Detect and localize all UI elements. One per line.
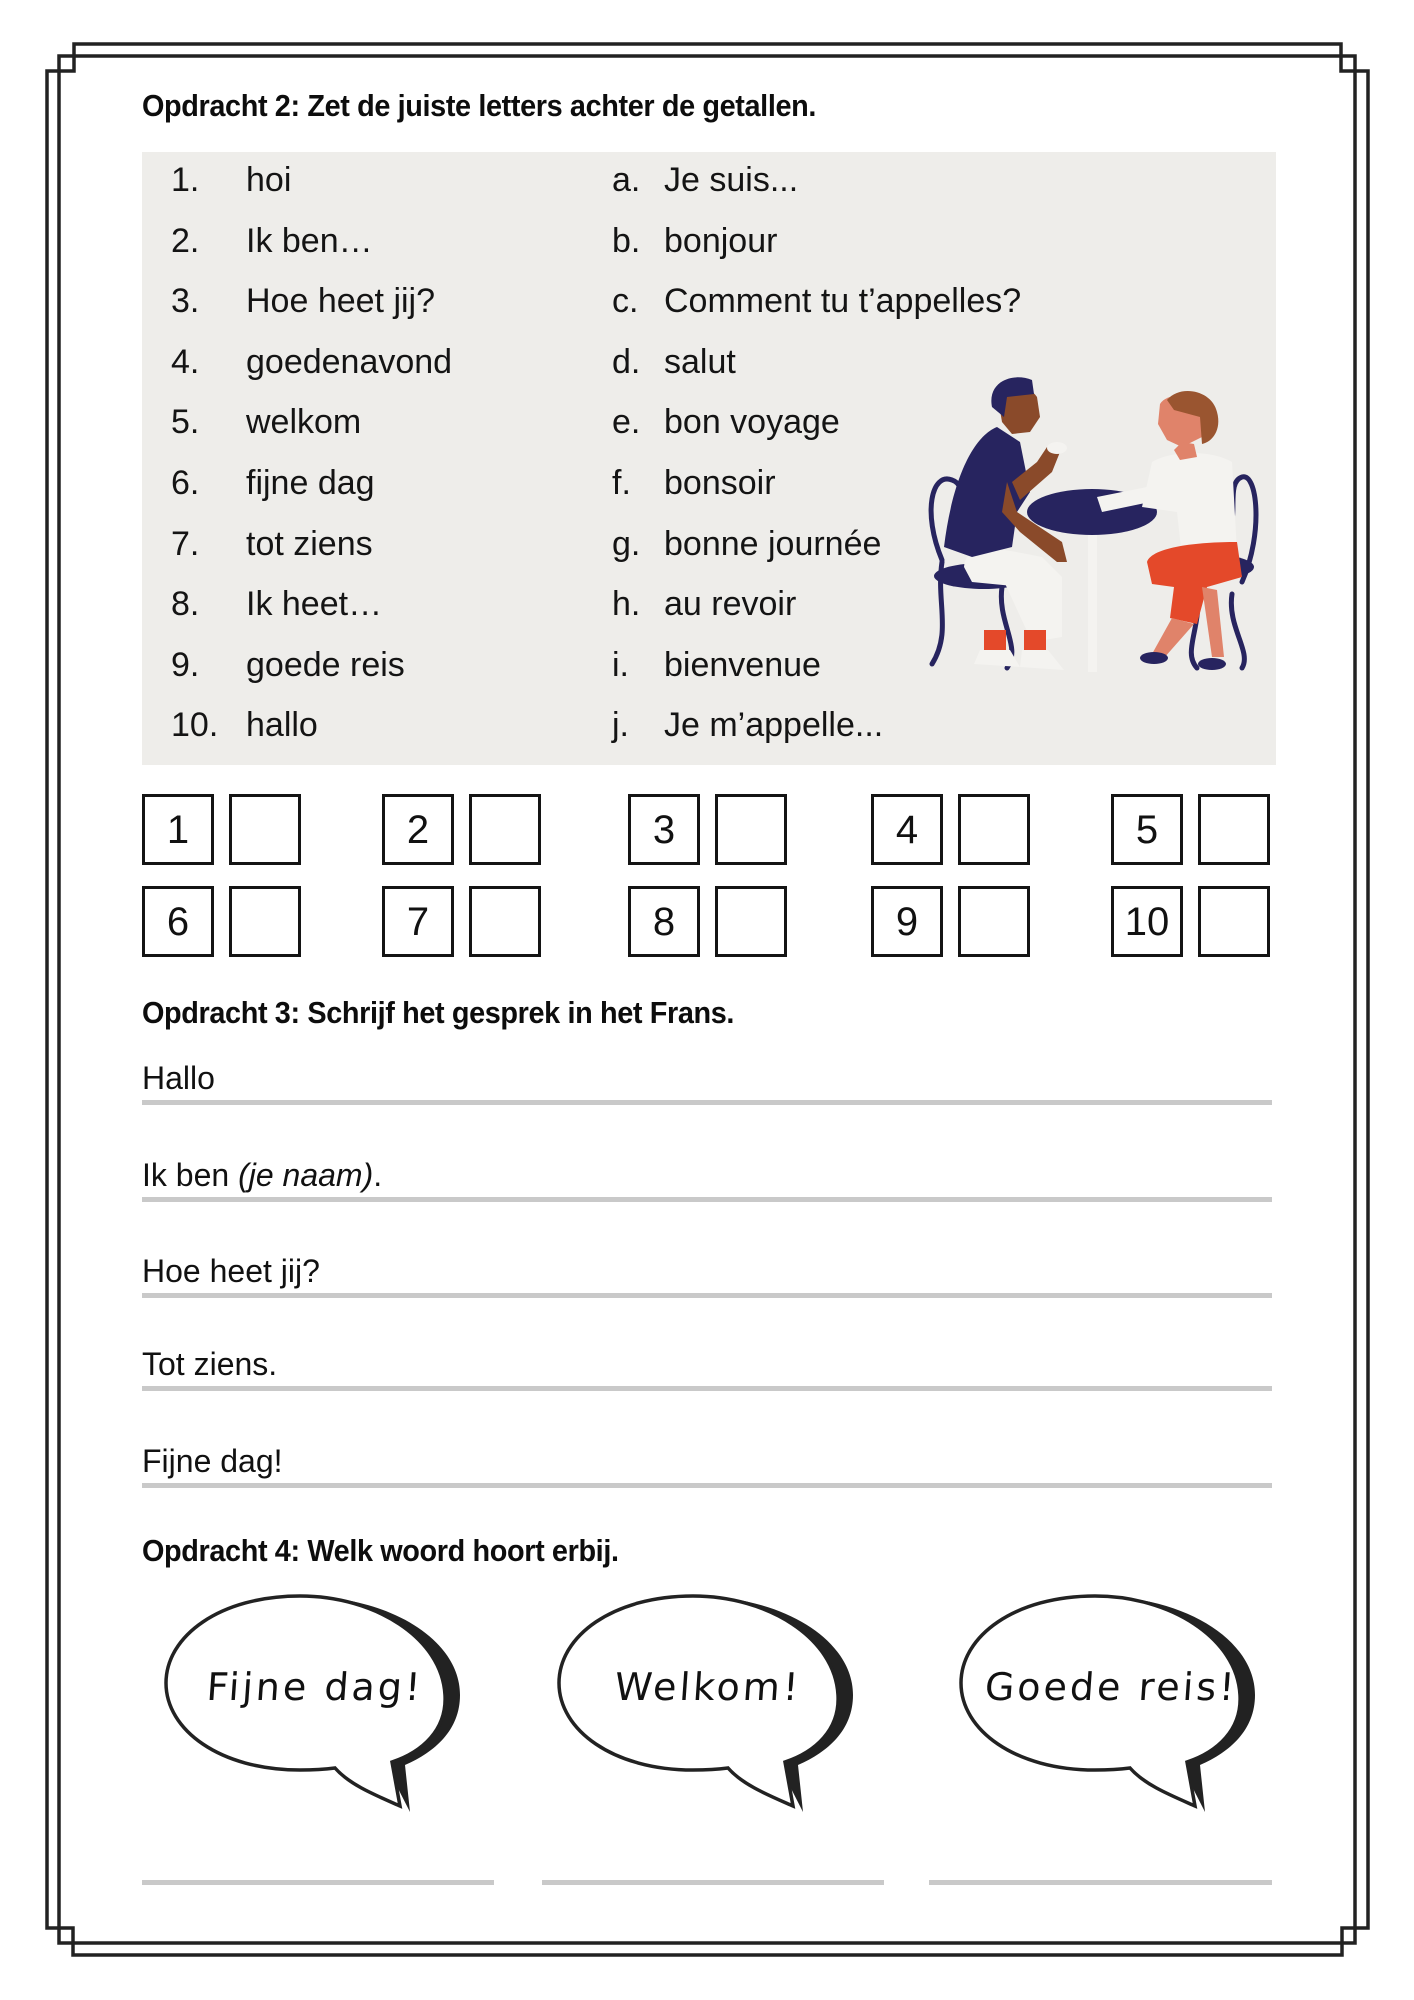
prompt-text: Fijne dag!	[142, 1443, 283, 1479]
dutch-term: fijne dag	[246, 464, 375, 502]
item-letter: a.	[612, 161, 641, 199]
item-letter: c.	[612, 282, 639, 321]
french-term: bon voyage	[664, 403, 840, 442]
item-letter: i.	[612, 645, 629, 684]
item-number: 10.	[171, 706, 219, 745]
dutch-term: Ik ben…	[246, 221, 373, 260]
french-term: bienvenue	[664, 645, 821, 684]
bubble-text: Goede reis!	[983, 1665, 1239, 1709]
item-letter: b.	[612, 221, 641, 260]
answer-number-box: 7	[382, 886, 454, 957]
conversation-prompt	[142, 1253, 320, 1290]
prompt-text: Ik ben	[142, 1157, 239, 1193]
conversation-prompt	[142, 1443, 283, 1480]
conversation-prompt	[142, 1346, 277, 1383]
writing-line[interactable]	[142, 1197, 1272, 1202]
item-number: 6.	[171, 464, 200, 502]
french-term: bonne journée	[664, 524, 882, 563]
item-number: 4.	[171, 342, 200, 381]
answer-number-box: 2	[382, 794, 454, 865]
item-number: 9.	[171, 645, 200, 684]
dutch-term: hallo	[246, 706, 318, 745]
answer-letter-input[interactable]	[715, 886, 787, 957]
writing-line[interactable]	[142, 1100, 1272, 1105]
bubble-answer-line[interactable]	[929, 1880, 1272, 1885]
dutch-term: hoi	[246, 161, 292, 199]
table-leg	[1088, 527, 1097, 672]
french-term: salut	[664, 342, 736, 381]
item-letter: h.	[612, 585, 641, 624]
prompt-text: Tot ziens.	[142, 1346, 278, 1382]
answer-letter-input[interactable]	[715, 794, 787, 865]
bubble-answer-line[interactable]	[542, 1880, 884, 1885]
answer-number-box: 9	[871, 886, 943, 957]
french-item	[0, 281, 1100, 321]
dutch-term: goede reis	[246, 645, 405, 684]
french-term: Je suis...	[664, 161, 799, 199]
conversation-prompt	[142, 1157, 382, 1194]
item-number: 1.	[171, 161, 200, 199]
answer-letter-input[interactable]	[1198, 886, 1270, 957]
prompt-text: Hoe heet jij?	[142, 1253, 320, 1289]
prompt-placeholder: (je naam)	[238, 1157, 374, 1193]
item-letter: e.	[612, 403, 641, 442]
french-term: Comment tu t’appelles?	[664, 282, 1022, 321]
answer-number-box: 6	[142, 886, 214, 957]
exercise-4-heading: Opdracht 4: Welk woord hoort erbij.	[142, 1533, 619, 1568]
answer-number-box: 10	[1111, 886, 1183, 957]
writing-line[interactable]	[142, 1386, 1272, 1391]
answer-letter-input[interactable]	[958, 886, 1030, 957]
answer-letter-input[interactable]	[229, 886, 301, 957]
item-number: 2.	[171, 221, 200, 260]
answer-letter-input[interactable]	[469, 886, 541, 957]
french-term: bonjour	[664, 221, 778, 260]
item-number: 5.	[171, 403, 200, 442]
writing-line[interactable]	[142, 1293, 1272, 1298]
french-term: Je m’appelle...	[664, 706, 884, 745]
french-item	[0, 705, 1100, 745]
prompt-text: Hallo	[142, 1060, 215, 1096]
prompt-suffix: .	[373, 1157, 383, 1193]
exercise-3-heading: Opdracht 3: Schrijf het gesprek in het Frans.	[142, 995, 735, 1030]
answer-letter-input[interactable]	[1198, 794, 1270, 865]
answer-letter-input[interactable]	[958, 794, 1030, 865]
answer-letter-input[interactable]	[229, 794, 301, 865]
answer-number-box: 8	[628, 886, 700, 957]
writing-line[interactable]	[142, 1483, 1272, 1488]
item-number: 7.	[171, 524, 200, 563]
french-item	[0, 160, 1100, 200]
bubble-answer-line[interactable]	[142, 1880, 494, 1885]
dutch-term: tot ziens	[246, 524, 373, 563]
dutch-term: Ik heet…	[246, 585, 383, 624]
french-item	[0, 221, 1100, 261]
answer-letter-input[interactable]	[469, 794, 541, 865]
dutch-term: welkom	[246, 403, 362, 442]
exercise-2-heading: Opdracht 2: Zet de juiste letters achter de getallen.	[142, 88, 817, 123]
item-letter: f.	[612, 464, 631, 502]
french-term: au revoir	[664, 585, 797, 624]
answer-number-box: 5	[1111, 794, 1183, 865]
answer-number-box: 1	[142, 794, 214, 865]
bubble-text: Fijne dag!	[205, 1665, 425, 1709]
answer-number-box: 4	[871, 794, 943, 865]
item-number: 8.	[171, 585, 200, 624]
item-number: 3.	[171, 282, 200, 321]
dutch-term: goedenavond	[246, 342, 453, 381]
item-letter: d.	[612, 342, 641, 381]
bubble-text: Welkom!	[613, 1665, 803, 1709]
conversation-prompt	[142, 1060, 215, 1097]
answer-number-box: 3	[628, 794, 700, 865]
item-letter: g.	[612, 524, 641, 563]
item-letter: j.	[612, 706, 629, 745]
cafe-illustration	[912, 362, 1267, 687]
french-term: bonsoir	[664, 464, 776, 502]
dutch-term: Hoe heet jij?	[246, 282, 436, 321]
